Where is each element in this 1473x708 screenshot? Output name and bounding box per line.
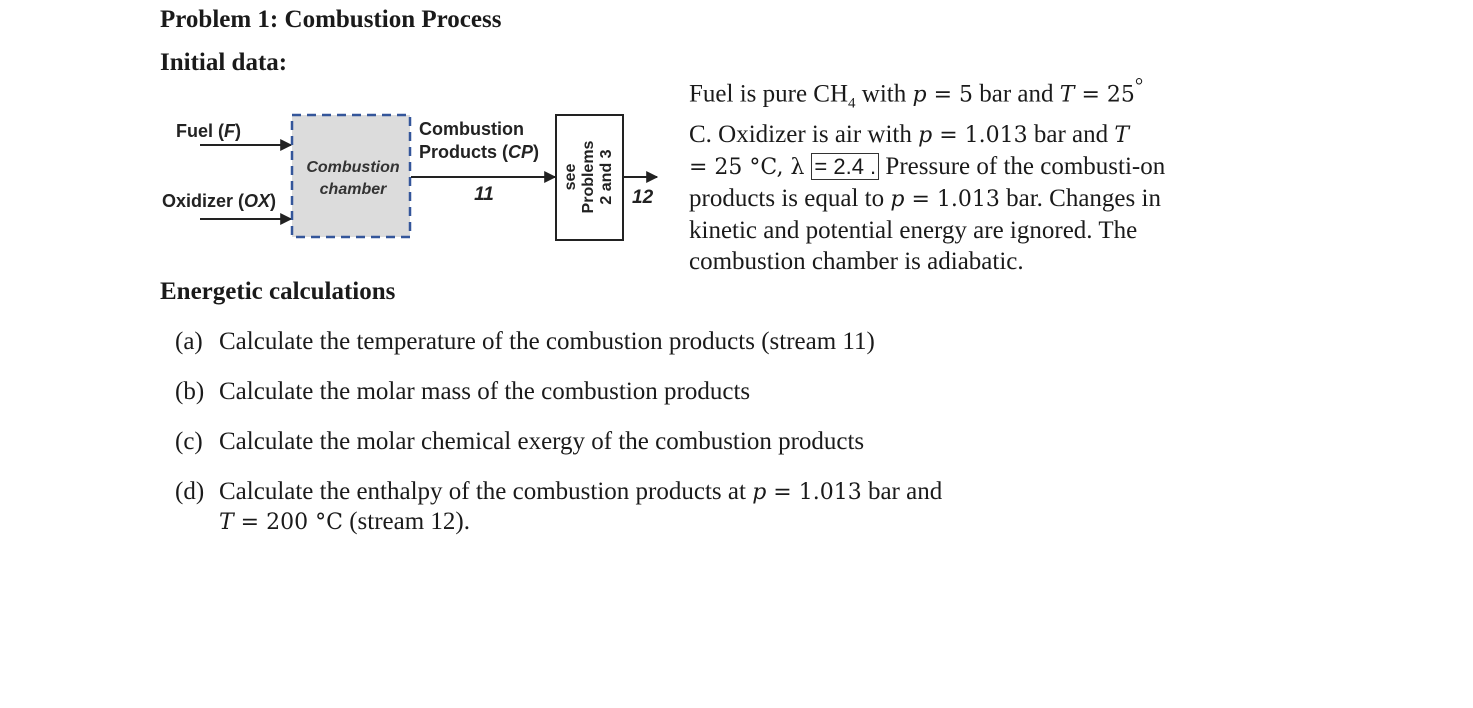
stream-11-label: 11: [474, 184, 494, 205]
task-d-continued: T = 200 °C (stream 12).: [219, 508, 470, 535]
desc-line-3: = 25 °C, λ = 2.4 . Pressure of the combusti-on: [689, 153, 1166, 181]
initial-data-heading: Initial data:: [160, 49, 288, 76]
process-diagram: [155, 105, 675, 250]
task-b: (b) Calculate the molar mass of the combustion products: [175, 378, 751, 405]
box-text-line1: see: [562, 163, 579, 191]
task-c: (c) Calculate the molar chemical exergy of the combustion products: [175, 428, 865, 455]
box-text-line3: 2 and 3: [598, 149, 615, 205]
task-d: (d) Calculate the enthalpy of the combustion products at p = 1.013 bar and: [175, 478, 943, 505]
combustion-chamber-box: [292, 115, 410, 237]
task-a: (a) Calculate the temperature of the combustion products (stream 11): [175, 328, 875, 355]
desc-line-1: Fuel is pure $CH_4$ with p = 5 bar and T = 25°: [689, 73, 1144, 112]
desc-line-2: C. Oxidizer is air with p = 1.013 bar and T: [689, 121, 1130, 149]
desc-line-6: combustion chamber is adiabatic.: [689, 248, 1024, 276]
problem-description: [689, 70, 1229, 277]
problem-title: Problem 1: Combustion Process: [160, 6, 502, 33]
desc-line-5: kinetic and potential energy are ignored. The: [689, 217, 1138, 245]
stream-12-label: 12: [632, 187, 654, 208]
energetic-heading: Energetic calculations: [160, 278, 396, 305]
chamber-label-line1: Combustion: [306, 159, 400, 176]
products-label-line1: Combustion: [419, 119, 524, 139]
desc-line-4: products is equal to p = 1.013 bar. Changes in: [689, 185, 1161, 213]
chamber-label-line2: chamber: [319, 181, 387, 198]
box-text-line2: Problems: [580, 140, 597, 214]
lambda-value-box: = 2.4 .: [811, 153, 879, 180]
oxidizer-label: Oxidizer (OX): [162, 191, 277, 211]
products-label-line2: Products (CP): [419, 142, 540, 162]
fuel-label: Fuel (F): [176, 121, 241, 141]
